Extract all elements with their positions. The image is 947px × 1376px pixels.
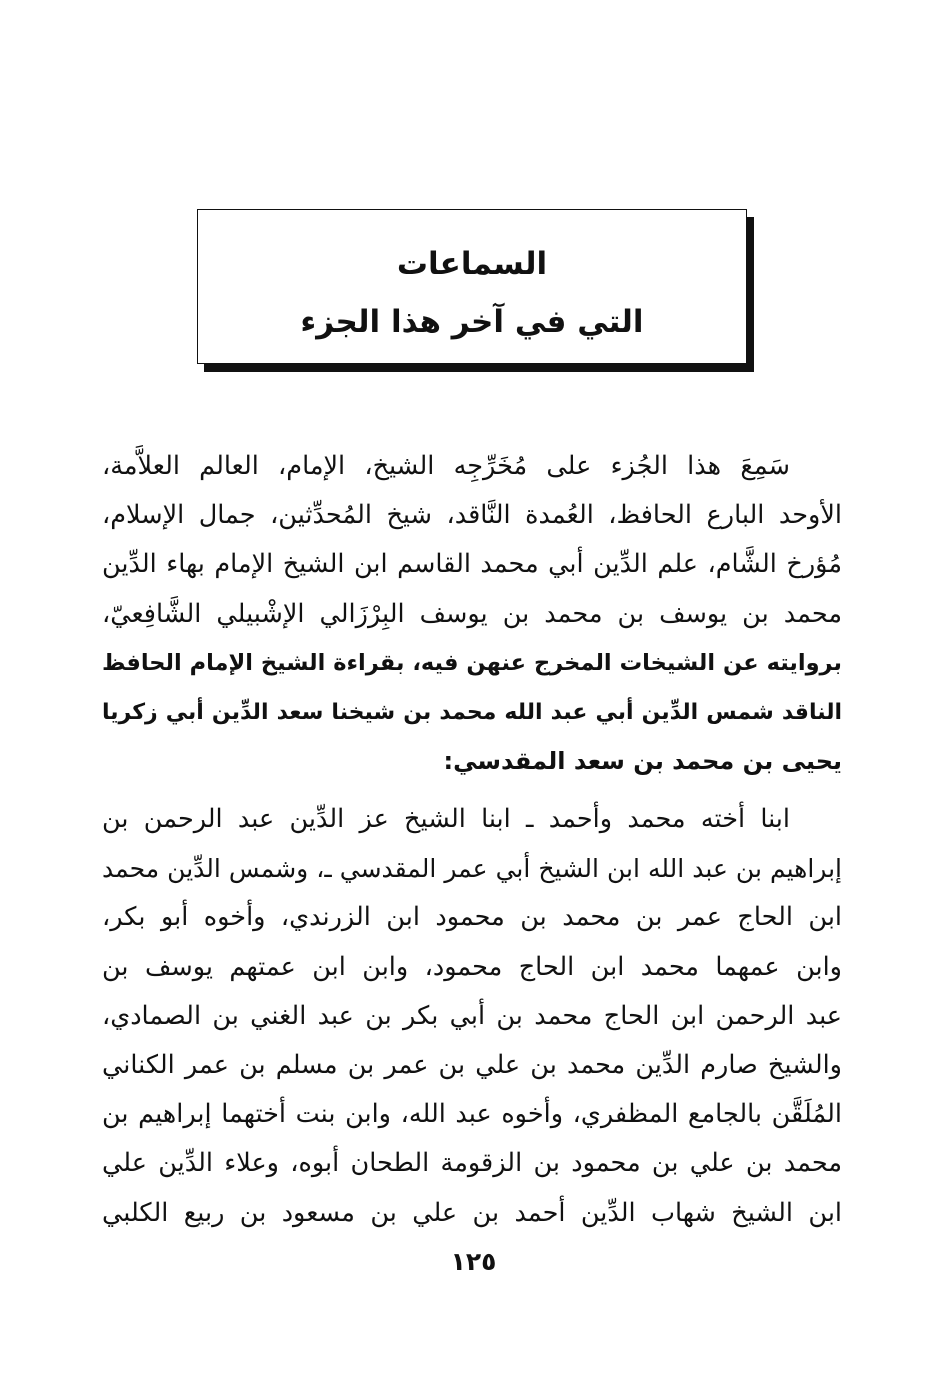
text-line: الناقد شمس الدِّين أبي عبد الله محمد بن شيخنا سعد الدِّين أبي زكريا — [102, 699, 842, 725]
text-line: ابن الحاج عمر بن محمد بن محمود ابن الزرندي، وأخوه أبو بكر، — [102, 902, 842, 933]
text-line: وابن عمهما محمد ابن الحاج محمود، وابن ابن عمتهم يوسف بن — [102, 951, 842, 982]
chapter-title: السماعات — [396, 246, 548, 282]
paragraph-1 — [102, 442, 842, 786]
text-line: ابن الشيخ شهاب الدِّين أحمد بن علي بن مسعود بن ربيع الكلبي — [102, 1197, 843, 1228]
page-number: ١٢٥ — [450, 1247, 497, 1276]
text-line: يحيى بن محمد بن سعد المقدسي: — [443, 747, 842, 776]
text-line: ابنا أخته محمد وأحمد ـ ابنا الشيخ عز الدِّين عبد الرحمن بن — [102, 804, 790, 834]
text-line: والشيخ صارم الدِّين محمد بن علي بن عمر بن مسلم بن عمر الكناني — [102, 1049, 842, 1080]
text-line: المُلَقَّن بالجامع المظفري، وأخوه عبد الله، وابن بنت أختهما إبراهيم بن — [102, 1099, 842, 1130]
text-line: بروايته عن الشيخات المخرج عنهن فيه، بقراءة الشيخ الإمام الحافظ — [102, 649, 842, 676]
text-line: سَمِعَ هذا الجُزء على مُخَرِّجِه الشيخ، الإمام، العالم العلاَّمة، — [102, 451, 790, 481]
text-line: محمد بن يوسف بن محمد بن يوسف البِرْزَالي الإشْبيلي الشَّافِعيّ، — [102, 598, 842, 629]
paragraph-2 — [102, 795, 842, 1238]
text-line: عبد الرحمن ابن الحاج محمد بن أبي بكر بن عبد الغني بن الصمادي، — [102, 1000, 842, 1031]
text-line: إبراهيم بن عبد الله ابن الشيخ أبي عمر المقدسي ـ، وشمس الدِّين محمد — [102, 854, 842, 884]
text-line: مُؤرخ الشَّام، علم الدِّين أبي محمد القاسم ابن الشيخ الإمام بهاء الدِّين — [102, 549, 842, 580]
chapter-subtitle: التي في آخر هذا الجزء — [300, 304, 644, 340]
text-line: محمد بن علي بن محمود بن الزقومة الطحان أبوه، وعلاء الدِّين علي — [102, 1148, 842, 1179]
chapter-title-box — [197, 209, 747, 364]
text-line: الأوحد البارع الحافظ، العُمدة النَّاقد، شيخ المُحدِّثين، جمال الإسلام، — [102, 500, 842, 531]
